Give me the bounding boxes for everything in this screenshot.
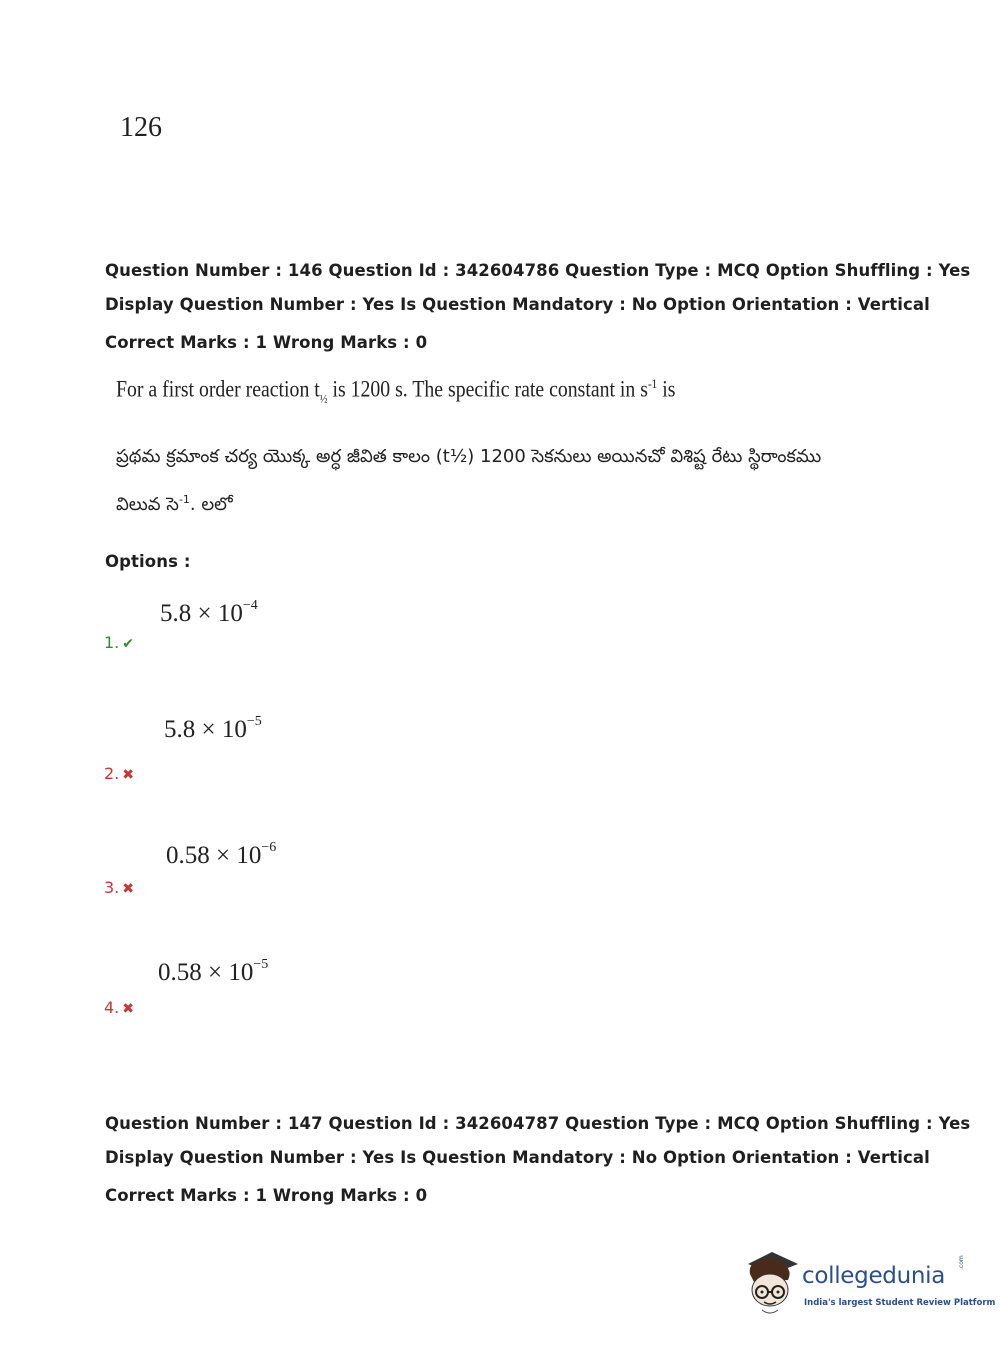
question-text-english: For a first order reaction $t_{\frac{1}{2}}$ is 1200 s. The specific rate constant in $s^{-1}$ is [116, 376, 676, 406]
logo-tagline: India's largest Student Review Platform [804, 1298, 996, 1308]
option-value: $0.58 \times 10^{-5}$ [158, 956, 269, 986]
options-label: Options : [105, 552, 191, 571]
logo-suffix: .com [958, 1255, 965, 1270]
option-value: $5.8 \times 10^{-5}$ [164, 713, 262, 743]
cross-icon: ✖ [122, 881, 134, 897]
check-icon: ✔ [122, 636, 134, 652]
question-marks-line: Correct Marks : 1 Wrong Marks : 0 [105, 1186, 428, 1205]
logo-wordmark: collegedunia [802, 1263, 946, 1289]
question-meta-line: Display Question Number : Yes Is Question Mandatory : No Option Orientation : Vertical [105, 295, 930, 314]
option-number: 2. ✖ [104, 764, 134, 783]
question-text-telugu-line2: విలువ సె$^{-1}$. లలో [116, 493, 233, 515]
option-number: 1. ✔ [104, 633, 134, 652]
question-meta-line: Display Question Number : Yes Is Question Mandatory : No Option Orientation : Vertical [105, 1148, 930, 1167]
collegedunia-mascot-icon [742, 1248, 804, 1316]
option-value: $0.58 \times 10^{-6}$ [166, 839, 277, 869]
option-number: 3. ✖ [104, 878, 134, 897]
option-value: $5.8 \times 10^{-4}$ [160, 597, 258, 627]
question-meta-line: Question Number : 147 Question Id : 342604787 Question Type : MCQ Option Shuffling : Yes [105, 1114, 971, 1133]
question-text-telugu: ప్రథమ క్రమాంక చర్య యొక్క అర్ధ జీవిత కాలం (t½) 1200 సెకనులు అయినచో విశిష్ట రేటు స్థిరాంకము [116, 446, 822, 467]
question-marks-line: Correct Marks : 1 Wrong Marks : 0 [105, 333, 428, 352]
option-number: 4. ✖ [104, 998, 134, 1017]
cross-icon: ✖ [122, 1001, 134, 1017]
previous-answer-value: 126 [120, 112, 162, 143]
cross-icon: ✖ [122, 767, 134, 783]
question-meta-line: Question Number : 146 Question Id : 342604786 Question Type : MCQ Option Shuffling : Yes [105, 261, 971, 280]
